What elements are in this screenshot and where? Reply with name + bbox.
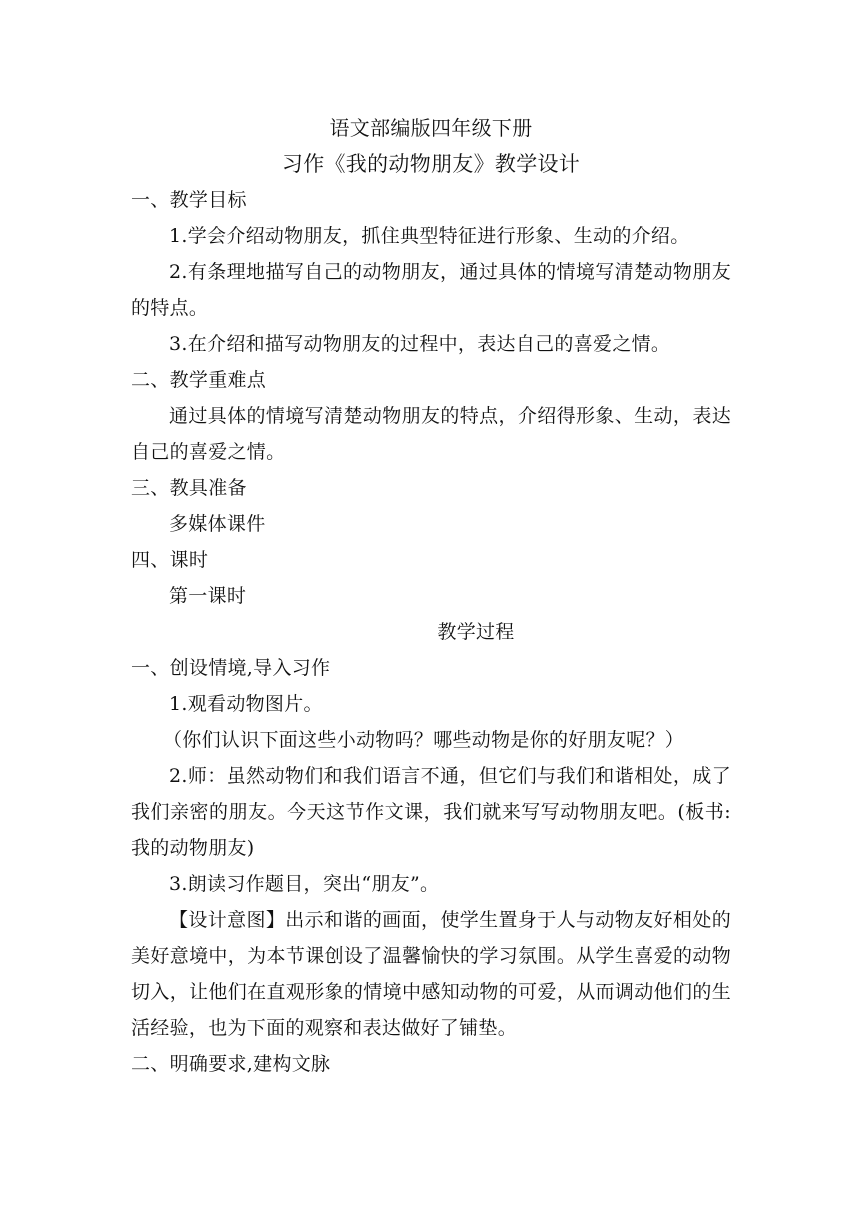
materials-text: 多媒体课件: [169, 513, 266, 535]
process-step-1-item-1: 1.观看动物图片。: [169, 693, 323, 715]
design-intent: 【设计意图】出示和谐的画面，使学生置身于人与动物友好相处的美好意境中，为本节课创设了温馨愉快的学习氛围。从学生喜爱的动物切入，让他们在直观形象的情境中感知动物的可爱，从而调动他们的生活经验，也为下面的观察和表达做好了铺垫。: [131, 909, 731, 1039]
goal-item-3: 3.在介绍和描写动物朋友的过程中，表达自己的喜爱之情。: [169, 333, 671, 355]
process-step-1-note: （你们认识下面这些小动物吗？哪些动物是你的好朋友呢？）: [163, 729, 685, 751]
process-step-1-item-2: 2.师：虽然动物们和我们语言不通，但它们与我们和谐相处，成了我们亲密的朋友。今天这节作文课，我们就来写写动物朋友吧。(板书:我的动物朋友): [131, 765, 731, 859]
goal-item-2: 2.有条理地描写自己的动物朋友，通过具体的情境写清楚动物朋友的特点。: [131, 261, 731, 319]
section-heading-goals: 一、教学目标: [131, 189, 247, 211]
section-heading-key-points: 二、教学重难点: [131, 369, 267, 391]
section-heading-materials: 三、教具准备: [131, 477, 247, 499]
process-step-2-heading: 二、明确要求,建构文脉: [131, 1053, 331, 1075]
key-points-text: 通过具体的情境写清楚动物朋友的特点，介绍得形象、生动，表达自己的喜爱之情。: [131, 405, 731, 463]
process-step-1-heading: 一、创设情境,导入习作: [131, 657, 331, 679]
process-heading: 教学过程: [437, 621, 515, 643]
doc-subtitle: 习作《我的动物朋友》教学设计: [281, 152, 581, 176]
process-step-1-item-3: 3.朗读习作题目，突出“朋友”。: [169, 873, 440, 895]
goal-item-1: 1.学会介绍动物朋友，抓住典型特征进行形象、生动的介绍。: [169, 225, 690, 247]
document-body: [131, 110, 731, 1082]
periods-text: 第一课时: [169, 585, 247, 607]
section-heading-periods: 四、课时: [131, 549, 209, 571]
doc-title: 语文部编版四年级下册: [329, 116, 533, 140]
